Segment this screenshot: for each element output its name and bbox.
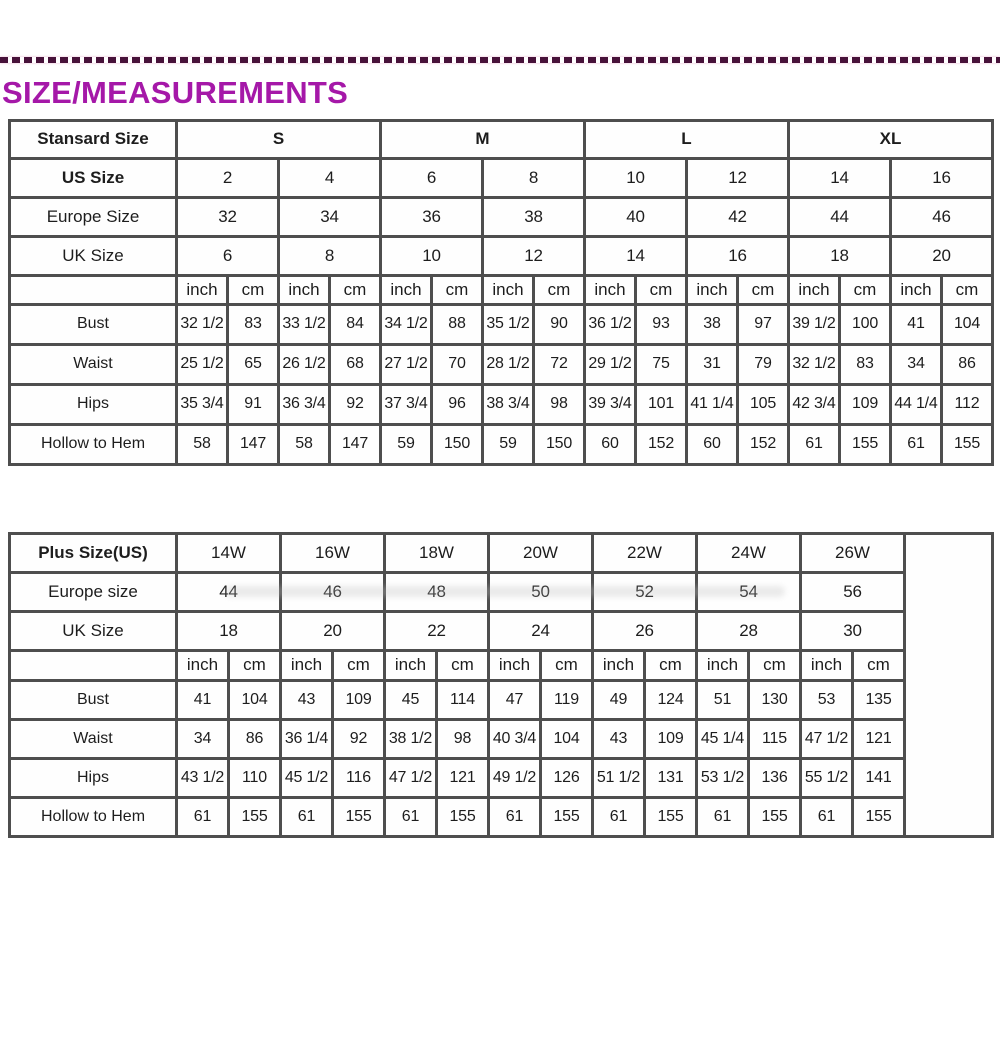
value-cell: 44 1/4 bbox=[891, 384, 942, 424]
value-cell: 38 bbox=[687, 304, 738, 344]
value-cell: 58 bbox=[177, 424, 228, 464]
unit-cell: cm bbox=[534, 275, 585, 304]
unit-cell: inch bbox=[697, 650, 749, 680]
value-cell: 47 bbox=[489, 680, 541, 719]
size-header-cell: 16W bbox=[281, 533, 385, 572]
unit-cell: inch bbox=[489, 650, 541, 680]
value-cell: 37 3/4 bbox=[381, 384, 432, 424]
value-cell: 32 bbox=[177, 197, 279, 236]
size-header-cell: S bbox=[177, 120, 381, 158]
value-cell: 52 bbox=[593, 572, 697, 611]
row-label: Hips bbox=[10, 758, 177, 797]
value-cell: 126 bbox=[541, 758, 593, 797]
value-cell: 121 bbox=[437, 758, 489, 797]
value-cell: 41 1/4 bbox=[687, 384, 738, 424]
value-cell: 6 bbox=[177, 236, 279, 275]
value-cell: 34 bbox=[177, 719, 229, 758]
value-cell: 6 bbox=[381, 158, 483, 197]
value-cell: 104 bbox=[229, 680, 281, 719]
value-cell: 4 bbox=[279, 158, 381, 197]
value-cell: 155 bbox=[853, 797, 905, 836]
value-cell: 83 bbox=[228, 304, 279, 344]
value-cell: 49 1/2 bbox=[489, 758, 541, 797]
value-cell: 83 bbox=[840, 344, 891, 384]
unit-cell: cm bbox=[437, 650, 489, 680]
value-cell: 61 bbox=[177, 797, 229, 836]
value-cell: 24 bbox=[489, 611, 593, 650]
value-cell: 105 bbox=[738, 384, 789, 424]
value-cell: 38 bbox=[483, 197, 585, 236]
value-cell: 88 bbox=[432, 304, 483, 344]
unit-cell: inch bbox=[385, 650, 437, 680]
unit-cell: cm bbox=[228, 275, 279, 304]
size-header-cell: XL bbox=[789, 120, 993, 158]
value-cell: 112 bbox=[942, 384, 993, 424]
row-label: Hollow to Hem bbox=[10, 424, 177, 464]
value-cell: 50 bbox=[489, 572, 593, 611]
unit-cell: inch bbox=[687, 275, 738, 304]
value-cell: 68 bbox=[330, 344, 381, 384]
value-cell: 42 3/4 bbox=[789, 384, 840, 424]
value-cell: 152 bbox=[636, 424, 687, 464]
value-cell: 93 bbox=[636, 304, 687, 344]
value-cell: 27 1/2 bbox=[381, 344, 432, 384]
row-label: US Size bbox=[10, 158, 177, 197]
value-cell: 65 bbox=[228, 344, 279, 384]
value-cell: 150 bbox=[534, 424, 585, 464]
value-cell: 43 bbox=[281, 680, 333, 719]
value-cell: 28 1/2 bbox=[483, 344, 534, 384]
value-cell: 98 bbox=[437, 719, 489, 758]
value-cell: 59 bbox=[381, 424, 432, 464]
value-cell: 150 bbox=[432, 424, 483, 464]
value-cell: 36 1/2 bbox=[585, 304, 636, 344]
value-cell: 10 bbox=[381, 236, 483, 275]
value-cell: 75 bbox=[636, 344, 687, 384]
row-label: UK Size bbox=[10, 611, 177, 650]
value-cell: 33 1/2 bbox=[279, 304, 330, 344]
standard-size-table-container bbox=[0, 119, 1000, 466]
value-cell: 109 bbox=[333, 680, 385, 719]
value-cell: 56 bbox=[801, 572, 905, 611]
size-header-cell: 22W bbox=[593, 533, 697, 572]
value-cell: 35 3/4 bbox=[177, 384, 228, 424]
value-cell: 34 bbox=[279, 197, 381, 236]
size-header-cell: L bbox=[585, 120, 789, 158]
value-cell: 26 bbox=[593, 611, 697, 650]
value-cell: 20 bbox=[281, 611, 385, 650]
unit-cell: cm bbox=[333, 650, 385, 680]
value-cell: 38 1/2 bbox=[385, 719, 437, 758]
value-cell: 61 bbox=[789, 424, 840, 464]
plus-size-table bbox=[8, 532, 994, 838]
size-header-cell: 26W bbox=[801, 533, 905, 572]
value-cell: 155 bbox=[229, 797, 281, 836]
value-cell: 29 1/2 bbox=[585, 344, 636, 384]
dashed-divider bbox=[0, 57, 1000, 63]
value-cell: 16 bbox=[891, 158, 993, 197]
unit-cell: inch bbox=[789, 275, 840, 304]
size-header-cell: 20W bbox=[489, 533, 593, 572]
row-label: Hollow to Hem bbox=[10, 797, 177, 836]
value-cell: 147 bbox=[228, 424, 279, 464]
value-cell: 114 bbox=[437, 680, 489, 719]
value-cell: 92 bbox=[330, 384, 381, 424]
value-cell: 141 bbox=[853, 758, 905, 797]
unit-cell: inch bbox=[891, 275, 942, 304]
value-cell: 31 bbox=[687, 344, 738, 384]
value-cell: 54 bbox=[697, 572, 801, 611]
value-cell: 110 bbox=[229, 758, 281, 797]
value-cell: 35 1/2 bbox=[483, 304, 534, 344]
value-cell: 34 bbox=[891, 344, 942, 384]
value-cell: 91 bbox=[228, 384, 279, 424]
value-cell: 86 bbox=[229, 719, 281, 758]
value-cell: 22 bbox=[385, 611, 489, 650]
unit-row-empty-label bbox=[10, 275, 177, 304]
empty-cell bbox=[905, 533, 993, 836]
value-cell: 79 bbox=[738, 344, 789, 384]
unit-cell: cm bbox=[636, 275, 687, 304]
value-cell: 60 bbox=[585, 424, 636, 464]
value-cell: 46 bbox=[281, 572, 385, 611]
value-cell: 41 bbox=[891, 304, 942, 344]
value-cell: 61 bbox=[489, 797, 541, 836]
value-cell: 59 bbox=[483, 424, 534, 464]
size-chart-page bbox=[0, 57, 1000, 1057]
value-cell: 155 bbox=[942, 424, 993, 464]
value-cell: 36 3/4 bbox=[279, 384, 330, 424]
table-header-label: Stansard Size bbox=[10, 120, 177, 158]
unit-row-empty-label bbox=[10, 650, 177, 680]
value-cell: 53 bbox=[801, 680, 853, 719]
value-cell: 49 bbox=[593, 680, 645, 719]
value-cell: 45 bbox=[385, 680, 437, 719]
value-cell: 152 bbox=[738, 424, 789, 464]
value-cell: 155 bbox=[645, 797, 697, 836]
value-cell: 136 bbox=[749, 758, 801, 797]
value-cell: 46 bbox=[891, 197, 993, 236]
plus-size-table-container bbox=[0, 532, 1000, 838]
value-cell: 28 bbox=[697, 611, 801, 650]
value-cell: 115 bbox=[749, 719, 801, 758]
value-cell: 109 bbox=[645, 719, 697, 758]
page-title: SIZE/MEASUREMENTS bbox=[2, 75, 349, 110]
value-cell: 47 1/2 bbox=[801, 719, 853, 758]
unit-cell: inch bbox=[381, 275, 432, 304]
value-cell: 61 bbox=[593, 797, 645, 836]
value-cell: 61 bbox=[891, 424, 942, 464]
size-header-cell: 18W bbox=[385, 533, 489, 572]
value-cell: 43 1/2 bbox=[177, 758, 229, 797]
value-cell: 61 bbox=[697, 797, 749, 836]
value-cell: 16 bbox=[687, 236, 789, 275]
value-cell: 155 bbox=[541, 797, 593, 836]
unit-cell: cm bbox=[229, 650, 281, 680]
value-cell: 96 bbox=[432, 384, 483, 424]
value-cell: 155 bbox=[333, 797, 385, 836]
unit-cell: inch bbox=[177, 650, 229, 680]
value-cell: 124 bbox=[645, 680, 697, 719]
value-cell: 131 bbox=[645, 758, 697, 797]
unit-cell: cm bbox=[853, 650, 905, 680]
unit-cell: cm bbox=[738, 275, 789, 304]
value-cell: 70 bbox=[432, 344, 483, 384]
unit-cell: cm bbox=[942, 275, 993, 304]
value-cell: 60 bbox=[687, 424, 738, 464]
unit-cell: inch bbox=[801, 650, 853, 680]
table-header-label: Plus Size(US) bbox=[10, 533, 177, 572]
value-cell: 45 1/2 bbox=[281, 758, 333, 797]
value-cell: 86 bbox=[942, 344, 993, 384]
value-cell: 104 bbox=[541, 719, 593, 758]
unit-cell: cm bbox=[330, 275, 381, 304]
unit-cell: inch bbox=[593, 650, 645, 680]
size-header-cell: 14W bbox=[177, 533, 281, 572]
value-cell: 44 bbox=[177, 572, 281, 611]
value-cell: 25 1/2 bbox=[177, 344, 228, 384]
value-cell: 26 1/2 bbox=[279, 344, 330, 384]
value-cell: 61 bbox=[281, 797, 333, 836]
row-label: Bust bbox=[10, 304, 177, 344]
value-cell: 40 3/4 bbox=[489, 719, 541, 758]
value-cell: 8 bbox=[483, 158, 585, 197]
value-cell: 51 1/2 bbox=[593, 758, 645, 797]
value-cell: 116 bbox=[333, 758, 385, 797]
value-cell: 101 bbox=[636, 384, 687, 424]
value-cell: 14 bbox=[585, 236, 687, 275]
value-cell: 135 bbox=[853, 680, 905, 719]
value-cell: 90 bbox=[534, 304, 585, 344]
value-cell: 40 bbox=[585, 197, 687, 236]
value-cell: 51 bbox=[697, 680, 749, 719]
value-cell: 38 3/4 bbox=[483, 384, 534, 424]
value-cell: 104 bbox=[942, 304, 993, 344]
unit-cell: inch bbox=[279, 275, 330, 304]
value-cell: 44 bbox=[789, 197, 891, 236]
value-cell: 36 bbox=[381, 197, 483, 236]
value-cell: 36 1/4 bbox=[281, 719, 333, 758]
unit-cell: cm bbox=[645, 650, 697, 680]
value-cell: 45 1/4 bbox=[697, 719, 749, 758]
standard-size-table bbox=[8, 119, 994, 466]
value-cell: 48 bbox=[385, 572, 489, 611]
unit-cell: cm bbox=[541, 650, 593, 680]
value-cell: 119 bbox=[541, 680, 593, 719]
row-label: Bust bbox=[10, 680, 177, 719]
value-cell: 14 bbox=[789, 158, 891, 197]
unit-cell: inch bbox=[483, 275, 534, 304]
value-cell: 8 bbox=[279, 236, 381, 275]
value-cell: 53 1/2 bbox=[697, 758, 749, 797]
value-cell: 55 1/2 bbox=[801, 758, 853, 797]
size-header-cell: 24W bbox=[697, 533, 801, 572]
row-label: Waist bbox=[10, 719, 177, 758]
value-cell: 130 bbox=[749, 680, 801, 719]
value-cell: 155 bbox=[749, 797, 801, 836]
value-cell: 12 bbox=[483, 236, 585, 275]
value-cell: 34 1/2 bbox=[381, 304, 432, 344]
value-cell: 92 bbox=[333, 719, 385, 758]
value-cell: 47 1/2 bbox=[385, 758, 437, 797]
value-cell: 12 bbox=[687, 158, 789, 197]
value-cell: 39 1/2 bbox=[789, 304, 840, 344]
unit-cell: cm bbox=[432, 275, 483, 304]
value-cell: 10 bbox=[585, 158, 687, 197]
row-label: Europe size bbox=[10, 572, 177, 611]
row-label: Waist bbox=[10, 344, 177, 384]
value-cell: 39 3/4 bbox=[585, 384, 636, 424]
value-cell: 2 bbox=[177, 158, 279, 197]
value-cell: 18 bbox=[177, 611, 281, 650]
value-cell: 20 bbox=[891, 236, 993, 275]
value-cell: 41 bbox=[177, 680, 229, 719]
row-label: UK Size bbox=[10, 236, 177, 275]
value-cell: 61 bbox=[801, 797, 853, 836]
value-cell: 147 bbox=[330, 424, 381, 464]
row-label: Hips bbox=[10, 384, 177, 424]
value-cell: 58 bbox=[279, 424, 330, 464]
unit-cell: cm bbox=[840, 275, 891, 304]
value-cell: 32 1/2 bbox=[789, 344, 840, 384]
value-cell: 97 bbox=[738, 304, 789, 344]
unit-cell: inch bbox=[177, 275, 228, 304]
unit-cell: inch bbox=[585, 275, 636, 304]
value-cell: 155 bbox=[840, 424, 891, 464]
value-cell: 61 bbox=[385, 797, 437, 836]
value-cell: 43 bbox=[593, 719, 645, 758]
value-cell: 30 bbox=[801, 611, 905, 650]
value-cell: 109 bbox=[840, 384, 891, 424]
unit-cell: inch bbox=[281, 650, 333, 680]
value-cell: 72 bbox=[534, 344, 585, 384]
value-cell: 100 bbox=[840, 304, 891, 344]
size-header-cell: M bbox=[381, 120, 585, 158]
unit-cell: cm bbox=[749, 650, 801, 680]
row-label: Europe Size bbox=[10, 197, 177, 236]
value-cell: 155 bbox=[437, 797, 489, 836]
value-cell: 18 bbox=[789, 236, 891, 275]
value-cell: 121 bbox=[853, 719, 905, 758]
value-cell: 32 1/2 bbox=[177, 304, 228, 344]
value-cell: 98 bbox=[534, 384, 585, 424]
value-cell: 42 bbox=[687, 197, 789, 236]
value-cell: 84 bbox=[330, 304, 381, 344]
